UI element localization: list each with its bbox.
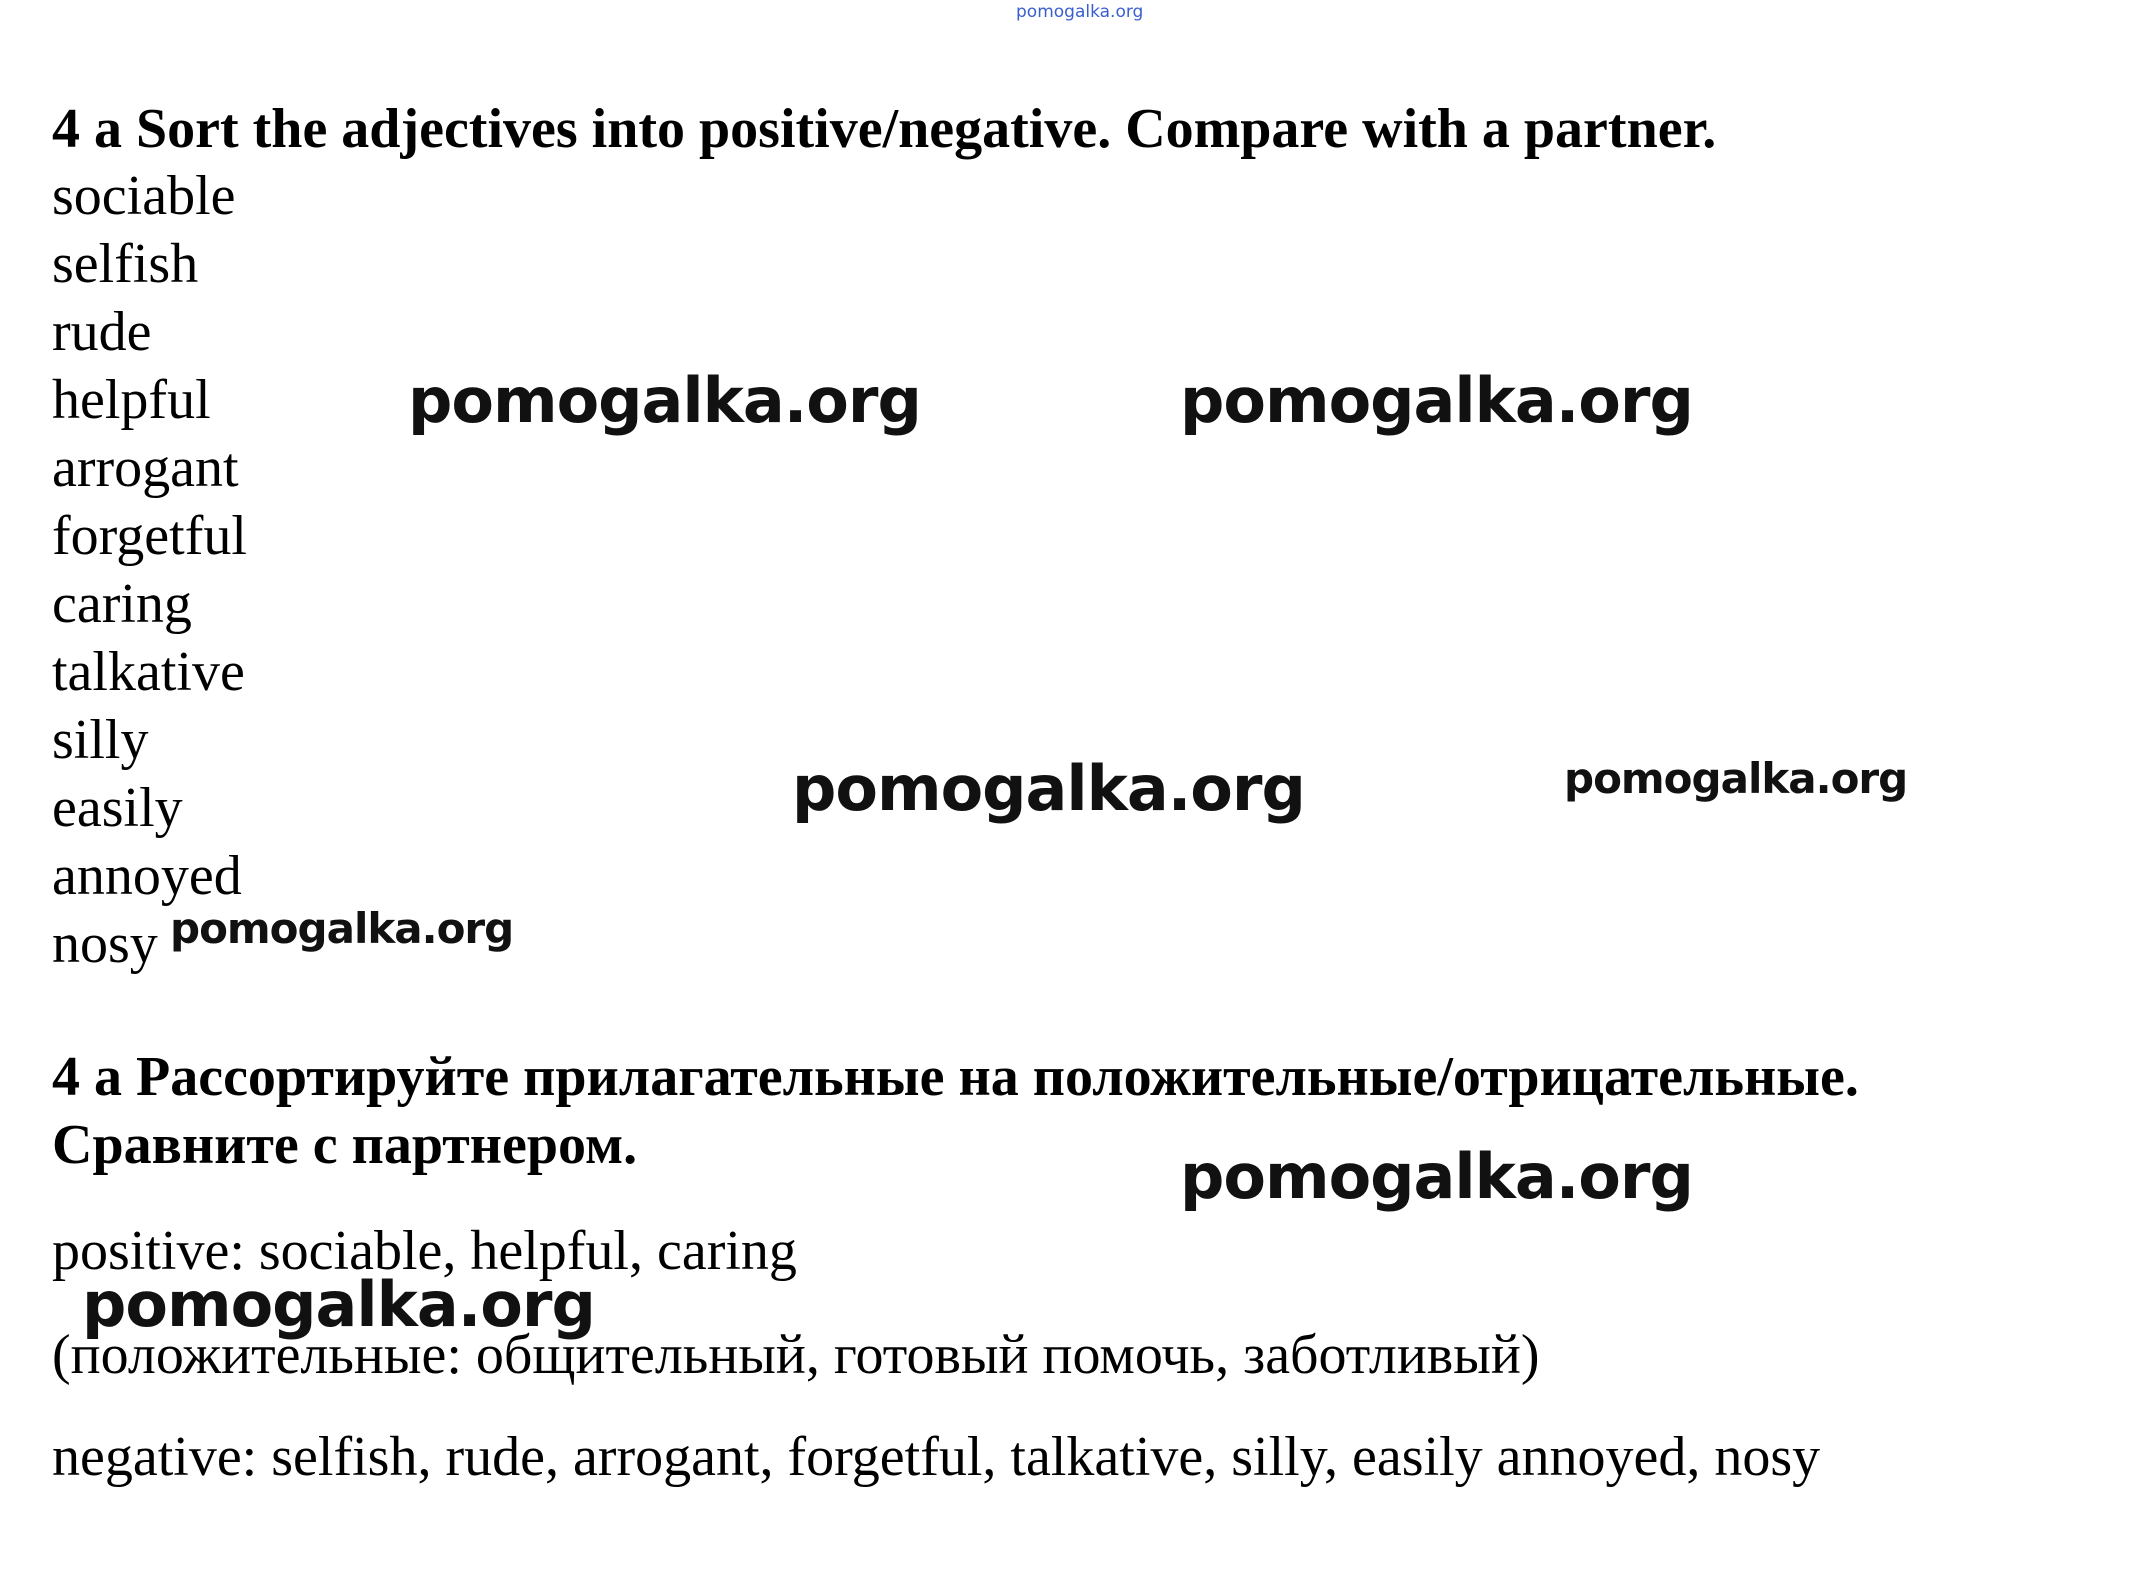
watermark: pomogalka.org: [408, 364, 921, 437]
adjective-item: caring: [52, 573, 192, 635]
adjective-item: helpful: [52, 369, 211, 431]
task-heading-ru-line1: 4 a Рассортируйте прилагательные на положительные/отрицательные.: [52, 1046, 1859, 1108]
adjective-item: sociable: [52, 165, 236, 227]
adjective-item: easily: [52, 777, 183, 839]
adjective-item: silly: [52, 709, 149, 771]
watermark: pomogalka.org: [82, 1268, 595, 1341]
task-heading-ru-line2: Сравните с партнером.: [52, 1114, 638, 1176]
watermark: pomogalka.org: [1180, 364, 1693, 437]
adjective-item: annoyed: [52, 845, 242, 907]
watermark: pomogalka.org: [1180, 1140, 1693, 1213]
adjective-item: selfish: [52, 233, 199, 295]
adjective-item: nosy: [52, 913, 158, 975]
answer-positive-translation: (положительные: общительный, готовый помочь, заботливый): [52, 1324, 1540, 1386]
watermark: pomogalka.org: [170, 904, 514, 953]
top-watermark: pomogalka.org: [1016, 2, 1144, 22]
adjective-item: forgetful: [52, 505, 247, 567]
adjective-item: rude: [52, 301, 152, 363]
task-heading-en: 4 a Sort the adjectives into positive/negative. Compare with a partner.: [52, 98, 1717, 160]
watermark: pomogalka.org: [1564, 754, 1908, 803]
answer-positive: positive: sociable, helpful, caring: [52, 1220, 797, 1282]
watermark: pomogalka.org: [792, 752, 1305, 825]
adjective-list: [52, 162, 247, 978]
answer-negative: negative: selfish, rude, arrogant, forgetful, talkative, silly, easily annoyed, nosy: [52, 1426, 1821, 1488]
adjective-item: talkative: [52, 641, 245, 703]
adjective-item: arrogant: [52, 437, 239, 499]
